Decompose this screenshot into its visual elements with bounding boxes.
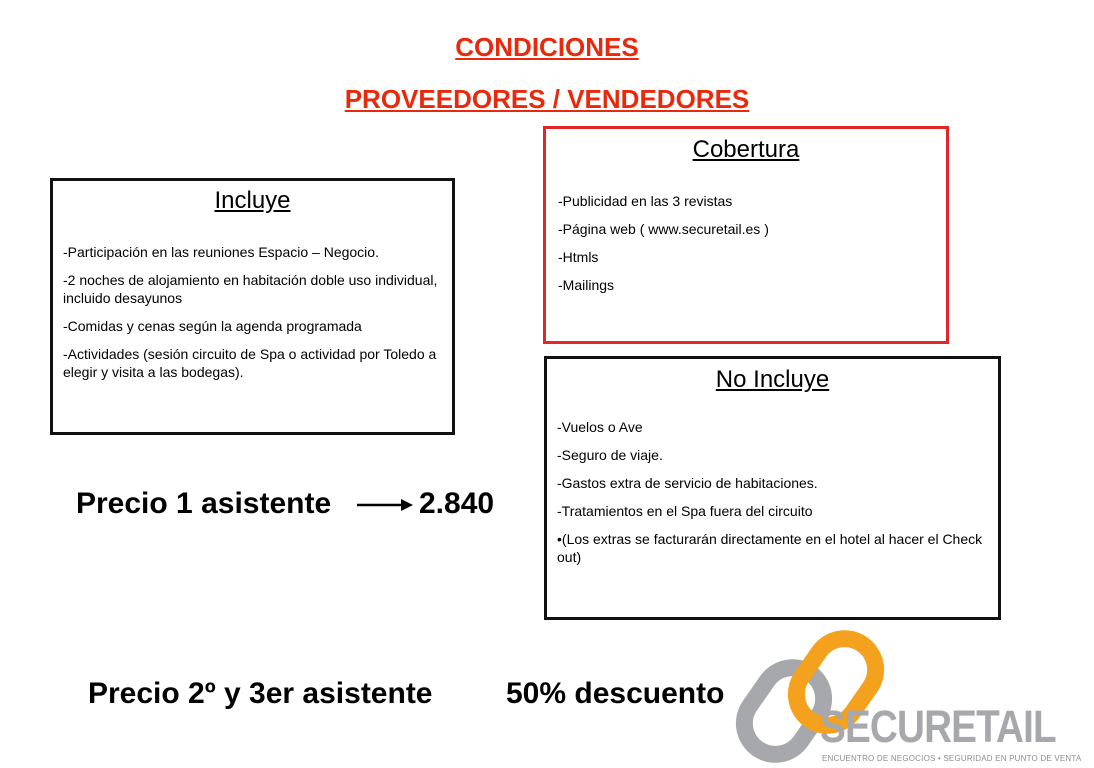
no-incluye-box [544, 356, 1001, 620]
list-item: -Publicidad en las 3 revistas [558, 193, 733, 209]
list-item: -Participación en las reuniones Espacio – Negocio. [63, 244, 379, 260]
no-incluye-heading: No Incluye [715, 366, 830, 393]
first-attendee-price-value: 2.840 [419, 487, 495, 520]
logo-wordmark: SECURETAIL [820, 701, 1056, 752]
cobertura-box [543, 126, 949, 344]
logo-tagline: ENCUENTRO DE NEGOCIOS • SEGURIDAD EN PUNTO DE VENTA [822, 754, 1082, 763]
page-title: CONDICIONES [455, 32, 639, 62]
list-item: -Comidas y cenas según la agenda programada [63, 318, 362, 334]
cobertura-heading: Cobertura [692, 136, 800, 163]
arrow-right-icon [355, 495, 415, 515]
list-item: -Gastos extra de servicio de habitaciones. [557, 475, 818, 491]
incluye-box [50, 178, 455, 435]
list-item: -2 noches de alojamiento en habitación doble uso individual, incluido desayunos [63, 272, 438, 306]
list-item: -Mailings [558, 277, 615, 293]
cobertura-list [558, 192, 934, 294]
list-item: -Tratamientos en el Spa fuera del circuito [557, 503, 813, 519]
list-item: -Actividades (sesión circuito de Spa o actividad por Toledo a elegir y visita a las bodegas). [63, 346, 437, 380]
list-item: -Página web ( www.securetail.es ) [558, 221, 769, 237]
list-item: -Htmls [558, 249, 599, 265]
list-item: -Vuelos o Ave [557, 419, 643, 435]
list-item: -Seguro de viaje. [557, 447, 663, 463]
page-subtitle: PROVEEDORES / VENDEDORES [344, 84, 750, 114]
first-attendee-price-label: Precio 1 asistente [76, 487, 332, 520]
incluye-heading: Incluye [214, 187, 291, 214]
no-incluye-list [557, 418, 988, 566]
incluye-list [63, 243, 442, 381]
additional-attendee-price-label: Precio 2º y 3er asistente [88, 677, 433, 710]
additional-attendee-discount: 50% descuento [506, 677, 725, 710]
list-item: •(Los extras se facturarán directamente en el hotel al hacer el Check out) [557, 531, 983, 565]
